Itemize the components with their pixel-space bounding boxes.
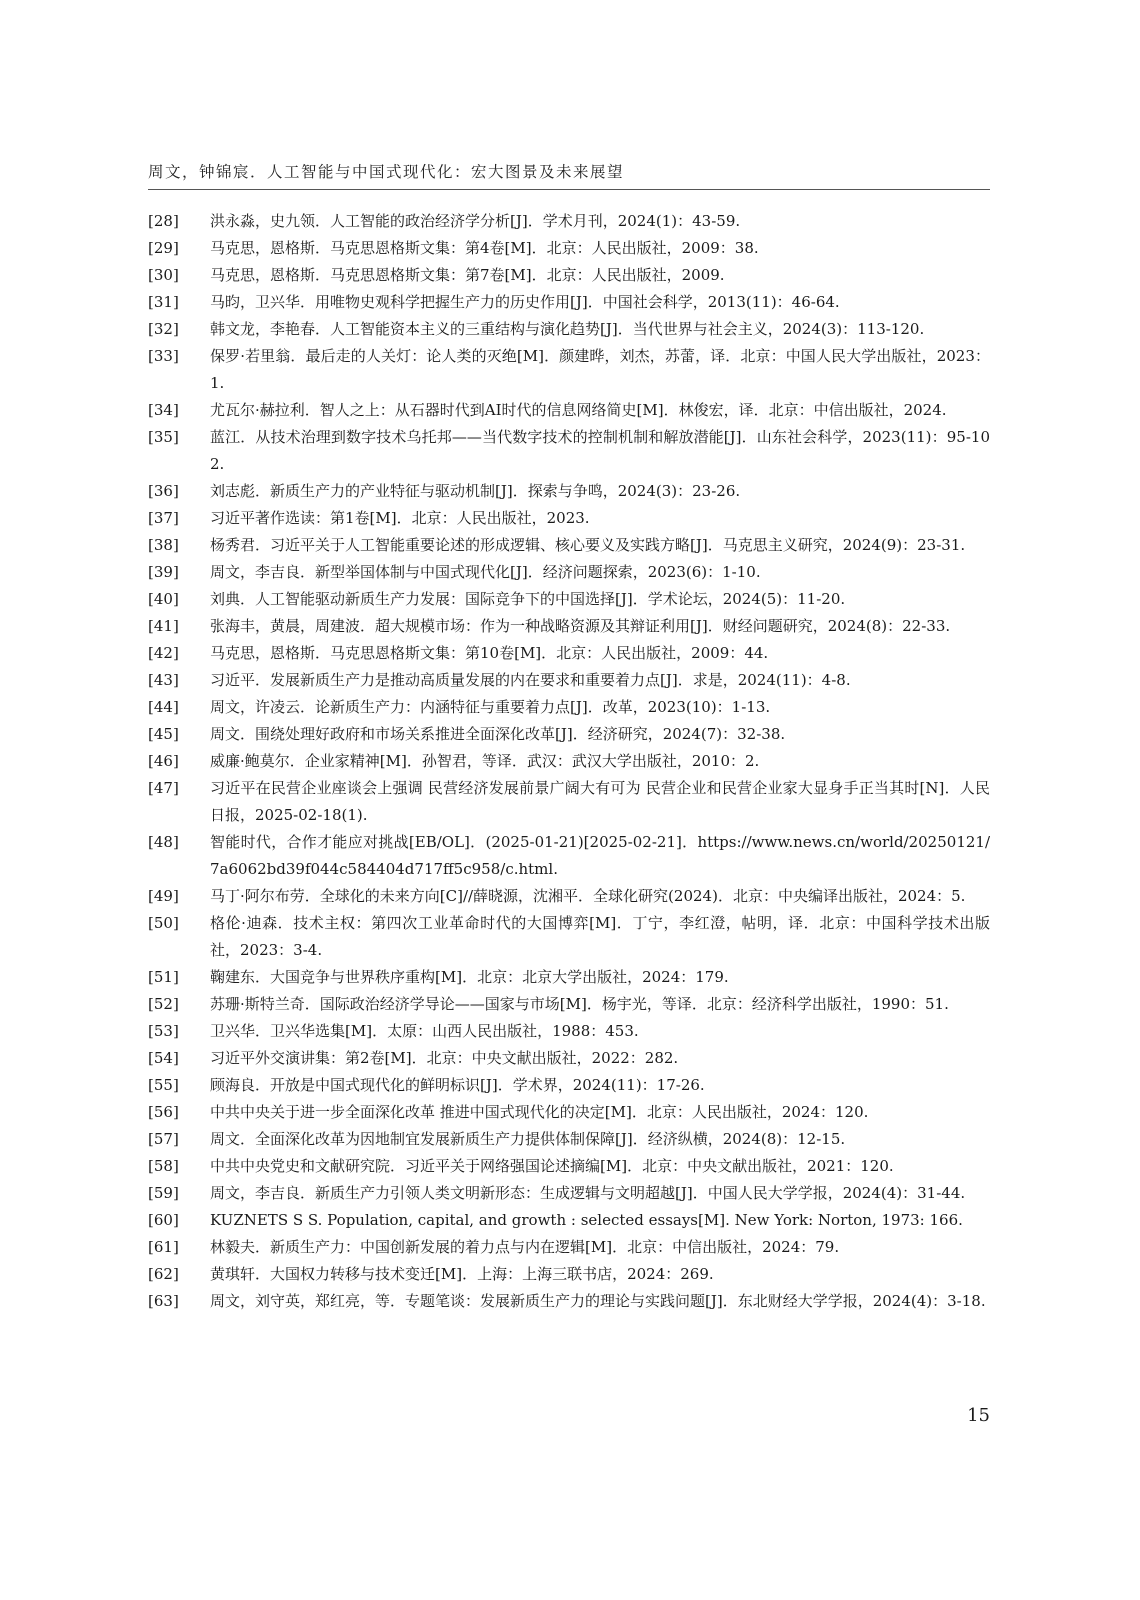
reference-number: [55] xyxy=(148,1076,179,1094)
reference-number: [54] xyxy=(148,1049,179,1067)
reference-number: [47] xyxy=(148,779,179,797)
reference-text: 习近平．发展新质生产力是推动高质量发展的内在要求和重要着力点[J]．求是，2024(11)：4-8. xyxy=(210,671,851,689)
reference-number: [29] xyxy=(148,239,179,257)
reference-item xyxy=(148,829,990,883)
reference-number: [63] xyxy=(148,1292,179,1310)
reference-item xyxy=(148,1126,990,1153)
reference-number: [60] xyxy=(148,1211,179,1229)
reference-item xyxy=(148,748,990,775)
reference-item xyxy=(148,1045,990,1072)
reference-item xyxy=(148,505,990,532)
reference-number: [40] xyxy=(148,590,179,608)
reference-text: 智能时代，合作才能应对挑战[EB/OL]．(2025-01-21)[2025-02-21]．https://www.news.cn/world/20250121/7a6062bd39f044c584404d717ff5c958/c.html. xyxy=(210,833,990,878)
reference-item xyxy=(148,1234,990,1261)
reference-number: [56] xyxy=(148,1103,179,1121)
reference-number: [33] xyxy=(148,347,179,365)
reference-item xyxy=(148,1180,990,1207)
reference-number: [53] xyxy=(148,1022,179,1040)
reference-text: 林毅夫．新质生产力：中国创新发展的着力点与内在逻辑[M]．北京：中信出版社，2024：79. xyxy=(210,1238,840,1256)
reference-text: 周文，李吉良．新质生产力引领人类文明新形态：生成逻辑与文明超越[J]．中国人民大学学报，2024(4)：31-44. xyxy=(210,1184,966,1202)
reference-item xyxy=(148,208,990,235)
reference-text: 张海丰，黄晨，周建波．超大规模市场：作为一种战略资源及其辩证利用[J]．财经问题研究，2024(8)：22-33. xyxy=(210,617,951,635)
header-divider xyxy=(148,189,990,190)
reference-item xyxy=(148,1153,990,1180)
reference-text: 蓝江．从技术治理到数字技术乌托邦——当代数字技术的控制机制和解放潜能[J]．山东社会科学，2023(11)：95-102. xyxy=(210,428,990,473)
reference-item xyxy=(148,964,990,991)
reference-text: 杨秀君．习近平关于人工智能重要论述的形成逻辑、核心要义及实践方略[J]．马克思主义研究，2024(9)：23-31. xyxy=(210,536,966,554)
reference-item xyxy=(148,559,990,586)
reference-number: [57] xyxy=(148,1130,179,1148)
reference-number: [32] xyxy=(148,320,179,338)
reference-number: [41] xyxy=(148,617,179,635)
reference-item xyxy=(148,1099,990,1126)
reference-number: [42] xyxy=(148,644,179,662)
reference-item xyxy=(148,1072,990,1099)
reference-number: [44] xyxy=(148,698,179,716)
reference-number: [49] xyxy=(148,887,179,905)
reference-item xyxy=(148,694,990,721)
page-number: 15 xyxy=(967,1405,990,1426)
reference-text: 格伦·迪森．技术主权：第四次工业革命时代的大国博弈[M]．丁宁，李红澄，帖明，译．北京：中国科学技术出版社，2023：3-4. xyxy=(210,914,990,959)
reference-item xyxy=(148,1261,990,1288)
reference-text: 顾海良．开放是中国式现代化的鲜明标识[J]．学术界，2024(11)：17-26. xyxy=(210,1076,705,1094)
reference-text: 习近平外交演讲集：第2卷[M]．北京：中央文献出版社，2022：282. xyxy=(210,1049,679,1067)
reference-item xyxy=(148,1207,990,1234)
reference-number: [52] xyxy=(148,995,179,1013)
reference-number: [35] xyxy=(148,428,179,446)
reference-text: 马昀，卫兴华．用唯物史观科学把握生产力的历史作用[J]．中国社会科学，2013(11)：46-64. xyxy=(210,293,840,311)
reference-text: 保罗·若里翁．最后走的人关灯：论人类的灭绝[M]．颜建晔，刘杰，苏蕾，译．北京：中国人民大学出版社，2023：1. xyxy=(210,347,990,392)
reference-item xyxy=(148,883,990,910)
reference-text: 中共中央关于进一步全面深化改革 推进中国式现代化的决定[M]．北京：人民出版社，2024：120. xyxy=(210,1103,869,1121)
reference-item xyxy=(148,316,990,343)
reference-number: [59] xyxy=(148,1184,179,1202)
reference-text: 习近平在民营企业座谈会上强调 民营经济发展前景广阔大有可为 民营企业和民营企业家大显身手正当其时[N]．人民日报，2025-02-18(1). xyxy=(210,779,990,824)
reference-text: 黄琪轩．大国权力转移与技术变迁[M]．上海：上海三联书店，2024：269. xyxy=(210,1265,714,1283)
reference-text: 刘典．人工智能驱动新质生产力发展：国际竞争下的中国选择[J]．学术论坛，2024(5)：11-20. xyxy=(210,590,846,608)
reference-text: 马克思，恩格斯．马克思恩格斯文集：第10卷[M]．北京：人民出版社，2009：44. xyxy=(210,644,769,662)
reference-text: 苏珊·斯特兰奇．国际政治经济学导论——国家与市场[M]．杨宇光，等译．北京：经济科学出版社，1990：51. xyxy=(210,995,949,1013)
reference-number: [28] xyxy=(148,212,179,230)
reference-item xyxy=(148,343,990,397)
reference-number: [61] xyxy=(148,1238,179,1256)
reference-item xyxy=(148,586,990,613)
reference-text: 马克思，恩格斯．马克思恩格斯文集：第4卷[M]．北京：人民出版社，2009：38. xyxy=(210,239,759,257)
reference-text: 卫兴华．卫兴华选集[M]．太原：山西人民出版社，1988：453. xyxy=(210,1022,639,1040)
reference-text: KUZNETS S S. Population, capital, and growth : selected essays[M]. New York: Norton, 1973: 166. xyxy=(210,1211,963,1229)
reference-number: [50] xyxy=(148,914,179,932)
reference-text: 周文，许凌云．论新质生产力：内涵特征与重要着力点[J]．改革，2023(10)：1-13. xyxy=(210,698,771,716)
reference-number: [37] xyxy=(148,509,179,527)
reference-number: [58] xyxy=(148,1157,179,1175)
reference-text: 马克思，恩格斯．马克思恩格斯文集：第7卷[M]．北京：人民出版社，2009. xyxy=(210,266,725,284)
reference-item xyxy=(148,667,990,694)
reference-item xyxy=(148,775,990,829)
reference-item xyxy=(148,235,990,262)
reference-text: 尤瓦尔·赫拉利．智人之上：从石器时代到AI时代的信息网络简史[M]．林俊宏，译．北京：中信出版社，2024. xyxy=(210,401,947,419)
reference-item xyxy=(148,289,990,316)
reference-item xyxy=(148,991,990,1018)
reference-number: [36] xyxy=(148,482,179,500)
reference-number: [51] xyxy=(148,968,179,986)
reference-item xyxy=(148,721,990,748)
reference-text: 周文，刘守英，郑红亮，等．专题笔谈：发展新质生产力的理论与实践问题[J]．东北财经大学学报，2024(4)：3-18. xyxy=(210,1292,986,1310)
running-header: 周文，钟锦宸．人工智能与中国式现代化：宏大图景及未来展望 xyxy=(148,163,625,181)
reference-item xyxy=(148,640,990,667)
reference-list xyxy=(148,208,990,1315)
reference-text: 周文．围绕处理好政府和市场关系推进全面深化改革[J]．经济研究，2024(7)：32-38. xyxy=(210,725,786,743)
reference-item xyxy=(148,532,990,559)
reference-text: 鞠建东．大国竞争与世界秩序重构[M]．北京：北京大学出版社，2024：179. xyxy=(210,968,729,986)
reference-text: 威廉·鲍莫尔．企业家精神[M]．孙智君，等译．武汉：武汉大学出版社，2010：2. xyxy=(210,752,760,770)
reference-item xyxy=(148,910,990,964)
reference-text: 中共中央党史和文献研究院．习近平关于网络强国论述摘编[M]．北京：中央文献出版社，2021：120. xyxy=(210,1157,894,1175)
reference-item xyxy=(148,397,990,424)
reference-item xyxy=(148,478,990,505)
reference-number: [38] xyxy=(148,536,179,554)
reference-text: 周文，李吉良．新型举国体制与中国式现代化[J]．经济问题探索，2023(6)：1-10. xyxy=(210,563,761,581)
reference-number: [48] xyxy=(148,833,179,851)
reference-number: [39] xyxy=(148,563,179,581)
reference-text: 习近平著作选读：第1卷[M]．北京：人民出版社，2023. xyxy=(210,509,590,527)
reference-number: [45] xyxy=(148,725,179,743)
reference-item xyxy=(148,262,990,289)
reference-number: [46] xyxy=(148,752,179,770)
reference-item xyxy=(148,1018,990,1045)
reference-text: 周文．全面深化改革为因地制宜发展新质生产力提供体制保障[J]．经济纵横，2024(8)：12-15. xyxy=(210,1130,846,1148)
reference-number: [43] xyxy=(148,671,179,689)
reference-text: 刘志彪．新质生产力的产业特征与驱动机制[J]．探索与争鸣，2024(3)：23-26. xyxy=(210,482,741,500)
reference-number: [31] xyxy=(148,293,179,311)
reference-text: 洪永淼，史九领．人工智能的政治经济学分析[J]．学术月刊，2024(1)：43-59. xyxy=(210,212,741,230)
reference-item xyxy=(148,613,990,640)
reference-number: [34] xyxy=(148,401,179,419)
reference-text: 马丁·阿尔布劳．全球化的未来方向[C]//薛晓源，沈湘平．全球化研究(2024)．北京：中央编译出版社，2024：5. xyxy=(210,887,966,905)
reference-item xyxy=(148,1288,990,1315)
reference-number: [62] xyxy=(148,1265,179,1283)
reference-item xyxy=(148,424,990,478)
reference-text: 韩文龙，李艳春．人工智能资本主义的三重结构与演化趋势[J]．当代世界与社会主义，2024(3)：113-120. xyxy=(210,320,925,338)
reference-number: [30] xyxy=(148,266,179,284)
